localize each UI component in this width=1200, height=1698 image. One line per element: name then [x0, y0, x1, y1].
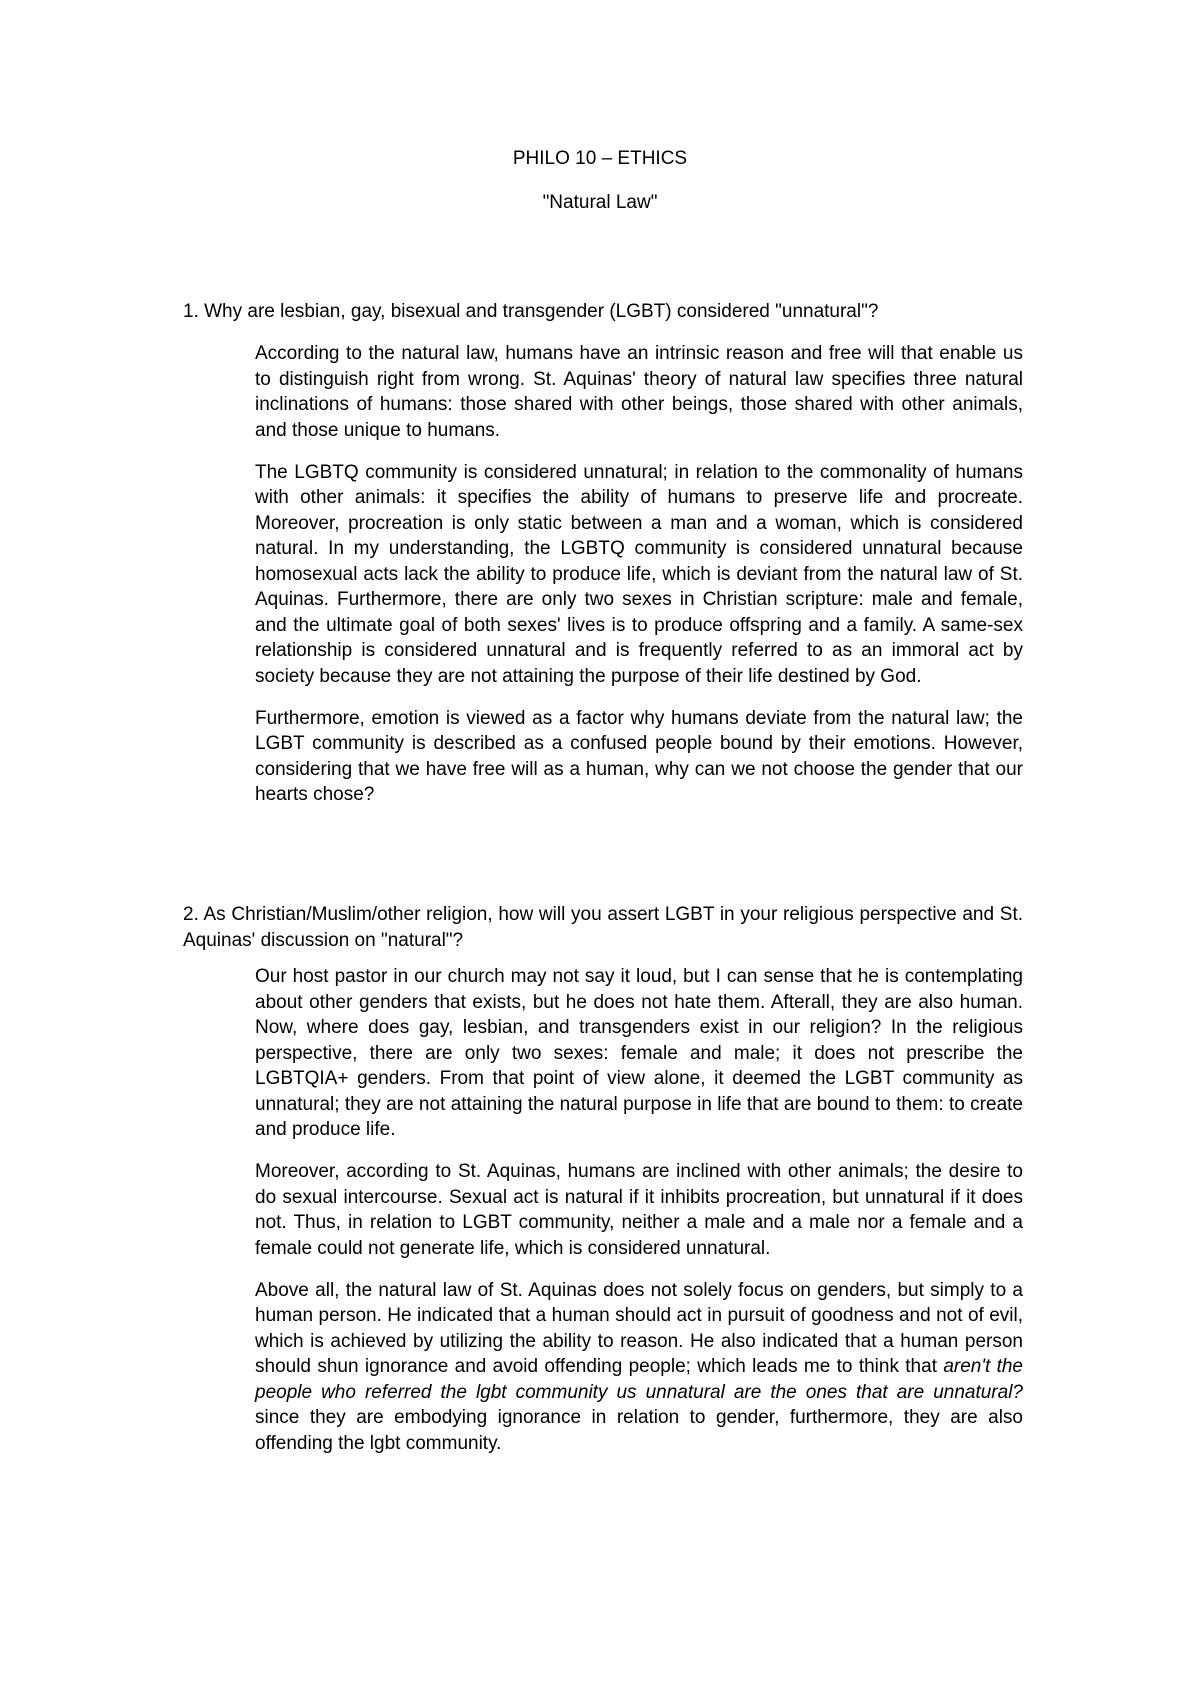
answer-2-paragraph-2: Moreover, according to St. Aquinas, humans are inclined with other animals; the desire to do sexual intercourse. Sexual act is natural if it inhibits procreation, but unnatural if it does not. Thus, in relation to LGBT community, neither a male and a male nor a female and a female could not generate life, which is considered unnatural.: [255, 1161, 1023, 1259]
answer-1-paragraph-3: Furthermore, emotion is viewed as a factor why humans deviate from the natural law; the LGBT community is described as a confused people bound by their emotions. However, considering that we have free will as a human, why can we not choose the gender that our hearts chose?: [255, 707, 1023, 805]
answer-2-paragraph-3-italic-question: aren't the people who referred the lgbt community us unnatural are the ones that are unnatural?: [255, 1356, 1023, 1403]
answer-2: [255, 964, 1023, 1456]
answer-1-paragraph-1: According to the natural law, humans have an intrinsic reason and free will that enable us to distinguish right from wrong. St. Aquinas' theory of natural law specifies three natural inclinations of humans: those shared with other beings, those shared with other animals, and those unique to humans.: [255, 343, 1023, 441]
answer-2-paragraph-3: [255, 1278, 1023, 1457]
answer-1: [255, 341, 1023, 808]
answer-2-paragraph-3-text-start: Above all, the natural law of St. Aquinas does not solely focus on genders, but simply to a human person. He indicated that a human should act in pursuit of goodness and not of evil, which is achieved by utilizing the ability to reason. He also indicated that a human person should shun ignorance and avoid offending people; which leads me to think that: [255, 1279, 1023, 1377]
document-title: PHILO 10 – ETHICS: [512, 148, 688, 169]
answer-2-paragraph-1: Our host pastor in our church may not say it loud, but I can sense that he is contemplating about other genders that exists, but he does not hate them. Afterall, they are also human. Now, where does gay, lesbian, and transgenders exist in our religion? In the religious perspective, there are only two sexes: female and male; it does not prescribe the LGBTQIA+ genders. From that point of view alone, it deemed the LGBT community as unnatural; they are not attaining the natural purpose in life that are bound to them: to create and produce life.: [255, 966, 1023, 1140]
answer-2-paragraph-3-text-end: since they are embodying ignorance in relation to gender, furthermore, they are also offending the lgbt community.: [255, 1407, 1023, 1454]
document-subtitle: "Natural Law": [542, 192, 658, 213]
question-2: 2. As Christian/Muslim/other religion, how will you assert LGBT in your religious perspective and St. Aquinas' discussion on "natural"?: [183, 904, 1023, 951]
answer-1-paragraph-2: The LGBTQ community is considered unnatural; in relation to the commonality of humans with other animals: it specifies the ability of humans to preserve life and procreate. Moreover, procreation is only static between a man and a woman, which is considered natural. In my understanding, the LGBTQ community is considered unnatural because homosexual acts lack the ability to produce life, which is deviant from the natural law of St. Aquinas. Furthermore, there are only two sexes in Christian scripture: male and female, and the ultimate goal of both sexes' lives is to produce offspring and a family. A same-sex relationship is considered unnatural and is frequently referred to as an immoral act by society because they are not attaining the purpose of their life destined by God.: [255, 461, 1023, 687]
question-1: 1. Why are lesbian, gay, bisexual and transgender (LGBT) considered "unnatural"?: [183, 301, 879, 322]
